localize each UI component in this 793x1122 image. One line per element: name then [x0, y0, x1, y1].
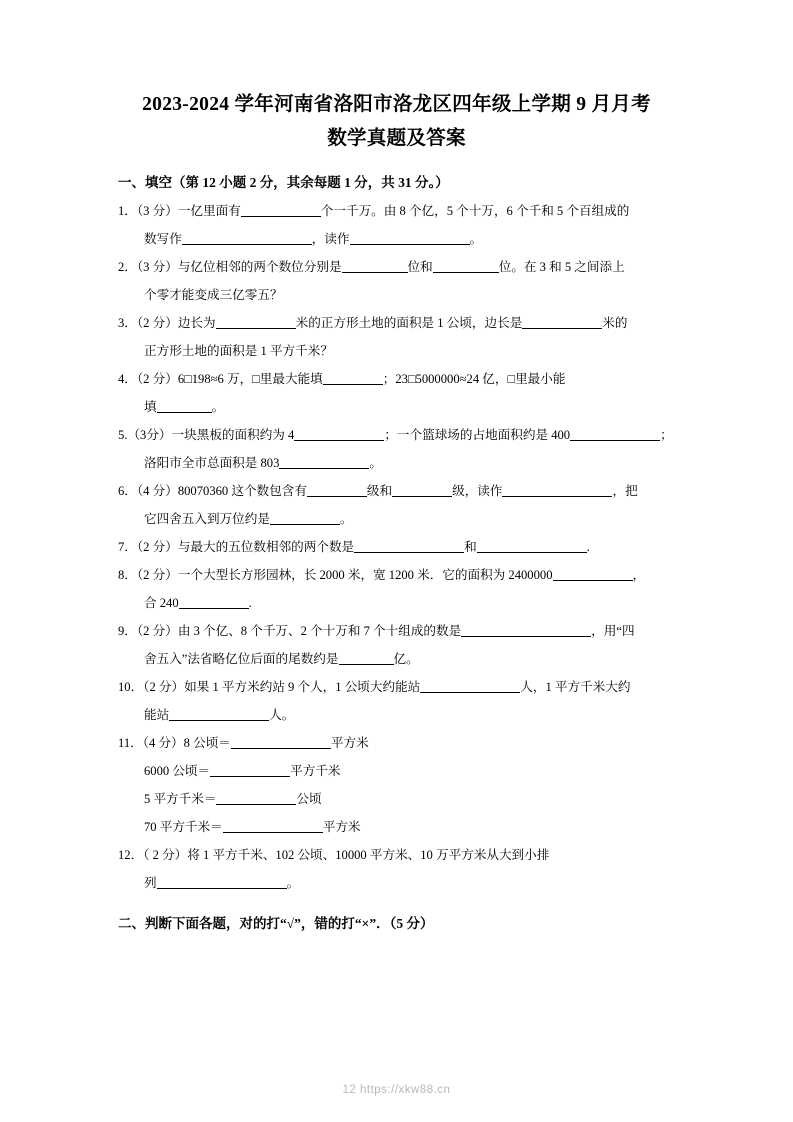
question-11-number: 11．（4 分） — [118, 736, 184, 750]
question-6-line-2 — [144, 506, 675, 533]
answer-blank[interactable] — [522, 315, 602, 329]
answer-blank[interactable] — [461, 623, 591, 637]
answer-blank[interactable] — [157, 875, 287, 889]
question-6-text-2: 级和 — [366, 484, 393, 498]
question-11-text-l2b: 平方千米 — [290, 764, 341, 778]
question-1-text-4: ，读作 — [311, 232, 350, 246]
question-12-text-2: 列 — [144, 876, 157, 890]
question-8-text-1: 一个大型长方形园林，长 2000 米，宽 1200 米．它的面积为 2400000 — [177, 568, 553, 582]
question-1-text-1: 一亿里面有 — [177, 204, 241, 218]
answer-blank[interactable] — [157, 399, 212, 413]
question-6-number: 6．（4 分） — [118, 484, 178, 498]
question-10-text-2: 人，1 平方千米大约 — [520, 680, 631, 694]
question-2-text-4: 个零才能变成三亿零五？ — [144, 288, 283, 302]
question-5-text-2: ；一个篮球场的占地面积约是 400 — [384, 428, 571, 442]
question-12-number: 12．（ 2 分） — [118, 848, 188, 862]
answer-blank[interactable] — [502, 483, 612, 497]
question-3-text-2: 米的正方形土地的面积是 1 公顷，边长是 — [295, 316, 523, 330]
question-7-text-2: 和 — [464, 540, 477, 554]
question-1-number: 1．（3 分） — [118, 204, 178, 218]
question-6-text-4: ，把 — [612, 484, 638, 498]
question-2 — [118, 254, 675, 281]
question-8-text-3: 合 240 — [144, 596, 179, 610]
question-6-text-6: 。 — [339, 512, 353, 526]
answer-blank[interactable] — [433, 259, 499, 273]
question-2-text-2: 位和 — [407, 260, 433, 274]
question-8-number: 8．（2 分） — [118, 568, 178, 582]
answer-blank[interactable] — [553, 567, 633, 581]
question-5-number: 5.（3分） — [118, 428, 172, 442]
question-5-text-5: 。 — [369, 456, 382, 470]
question-2-text-3: 位。在 3 和 5 之间添上 — [498, 260, 625, 274]
question-5-text-4: 洛阳市全市总面积是 803 — [144, 456, 280, 470]
page-footer: 12 https://xkw88.cn — [342, 1084, 451, 1096]
question-11-line-2 — [144, 758, 675, 785]
question-9-line-2 — [144, 646, 675, 673]
question-3-text-1: 边长为 — [177, 316, 216, 330]
question-11-text-l3b: 公顷 — [296, 792, 322, 806]
answer-blank[interactable] — [231, 735, 331, 749]
question-6-text-3: 级，读作 — [452, 484, 503, 498]
question-9 — [118, 618, 675, 645]
question-10-text-3: 能站 — [144, 708, 170, 722]
question-11-line-4 — [144, 814, 675, 841]
question-10-line-2 — [144, 702, 675, 729]
page-title — [118, 88, 675, 156]
question-1 — [118, 198, 675, 225]
section-heading-2: 二、判断下面各题，对的打“√”，错的打“×”．（5 分） — [118, 916, 434, 931]
answer-blank[interactable] — [354, 539, 464, 553]
question-8-line-2 — [144, 590, 675, 617]
title-line-1: 2023-2024 学年河南省洛阳市洛龙区四年级上学期 9 月月考 — [142, 94, 651, 115]
answer-blank[interactable] — [350, 231, 470, 245]
answer-blank[interactable] — [339, 651, 394, 665]
question-7-number: 7．（2 分） — [118, 540, 178, 554]
answer-blank[interactable] — [210, 763, 290, 777]
question-5-text-1: 一块黑板的面积约为 4 — [171, 428, 295, 442]
question-6-text-5: 它四舍五入到万位约是 — [144, 512, 270, 526]
answer-blank[interactable] — [294, 427, 384, 441]
answer-blank[interactable] — [392, 483, 452, 497]
question-6 — [118, 478, 675, 505]
title-line-2: 数学真题及答案 — [327, 128, 466, 149]
question-6-text-1: 80070360 这个数包含有 — [177, 484, 307, 498]
question-4-text-3: 填 — [144, 400, 157, 414]
question-1-text-3: 数写作 — [144, 232, 182, 246]
question-11-text-l2a: 6000 公顷＝ — [144, 764, 211, 778]
question-5-text-3: ； — [660, 428, 673, 442]
question-2-number: 2．（3 分） — [118, 260, 178, 274]
question-4-text-2: ；23□5000000≈24 亿，□里最小能 — [382, 372, 566, 386]
question-10-number: 10．（2 分） — [118, 680, 185, 694]
question-7-text-1: 与最大的五位数相邻的两个数是 — [177, 540, 355, 554]
answer-blank[interactable] — [216, 315, 296, 329]
question-1-line-2 — [144, 226, 675, 253]
section-heading-1: 一、填空（第 12 小题 2 分，其余每题 1 分，共 31 分。） — [118, 175, 449, 190]
question-11-line-3 — [144, 786, 675, 813]
question-3-text-4: 正方形土地的面积是 1 平方千米？ — [144, 344, 333, 358]
question-7 — [118, 534, 675, 561]
answer-blank[interactable] — [270, 511, 340, 525]
question-12-line-2 — [144, 870, 675, 897]
question-8 — [118, 562, 675, 589]
question-4-text-1: 6□198≈6 万，□里最大能填 — [177, 372, 323, 386]
question-3-line-2 — [144, 338, 675, 365]
answer-blank[interactable] — [169, 707, 269, 721]
answer-blank[interactable] — [307, 483, 367, 497]
question-12-text-1: 将 1 平方千米、102 公顷、10000 平方米、10 万平方米从大到小排 — [187, 848, 550, 862]
question-11-text-l4a: 70 平方千米＝ — [144, 820, 223, 834]
question-1-text-5: 。 — [469, 232, 483, 246]
question-9-text-2: ，用“四 — [591, 624, 635, 638]
answer-blank[interactable] — [342, 259, 408, 273]
answer-blank[interactable] — [216, 791, 296, 805]
question-8-text-4: . — [248, 596, 252, 610]
question-5 — [118, 422, 675, 449]
question-3-text-3: 米的 — [602, 316, 628, 330]
answer-blank[interactable] — [279, 455, 369, 469]
question-7-text-3: . — [586, 540, 590, 554]
question-12 — [118, 842, 675, 869]
question-10 — [118, 674, 675, 701]
question-5-line-2 — [144, 450, 675, 477]
question-3-number: 3．（2 分） — [118, 316, 178, 330]
answer-blank[interactable] — [241, 203, 321, 217]
answer-blank[interactable] — [570, 427, 660, 441]
question-9-text-3: 舍五入”法省略亿位后面的尾数约是 — [144, 652, 339, 666]
question-4-line-2 — [144, 394, 675, 421]
question-9-number: 9．（2 分） — [118, 624, 178, 638]
answer-blank[interactable] — [420, 679, 520, 693]
question-2-text-1: 与亿位相邻的两个数位分别是 — [177, 260, 342, 274]
question-8-text-2: ， — [632, 568, 646, 582]
question-11-text-1: 8 公顷＝ — [183, 736, 231, 750]
answer-blank[interactable] — [477, 539, 587, 553]
answer-blank[interactable] — [323, 371, 383, 385]
question-4-number: 4．（2 分） — [118, 372, 178, 386]
question-4-text-4: 。 — [211, 400, 225, 414]
question-11-text-2: 平方米 — [330, 736, 369, 750]
question-1-text-2: 个一千万。由 8 个亿，5 个十万，6 个千和 5 个百组成的 — [320, 204, 630, 218]
question-11 — [118, 730, 675, 757]
question-9-text-1: 由 3 个亿、8 个千万、2 个十万和 7 个十组成的数是 — [177, 624, 462, 638]
question-2-line-2 — [144, 282, 675, 309]
answer-blank[interactable] — [179, 595, 249, 609]
question-10-text-1: 如果 1 平方米约站 9 个人，1 公顷大约能站 — [184, 680, 421, 694]
question-10-text-4: 人。 — [269, 708, 295, 722]
question-3 — [118, 310, 675, 337]
answer-blank[interactable] — [223, 819, 323, 833]
question-11-text-l4b: 平方米 — [322, 820, 361, 834]
question-9-text-4: 亿。 — [393, 652, 419, 666]
question-4 — [118, 366, 675, 393]
answer-blank[interactable] — [182, 231, 312, 245]
question-12-text-3: 。 — [286, 876, 300, 890]
question-11-text-l3a: 5 平方千米＝ — [144, 792, 217, 806]
